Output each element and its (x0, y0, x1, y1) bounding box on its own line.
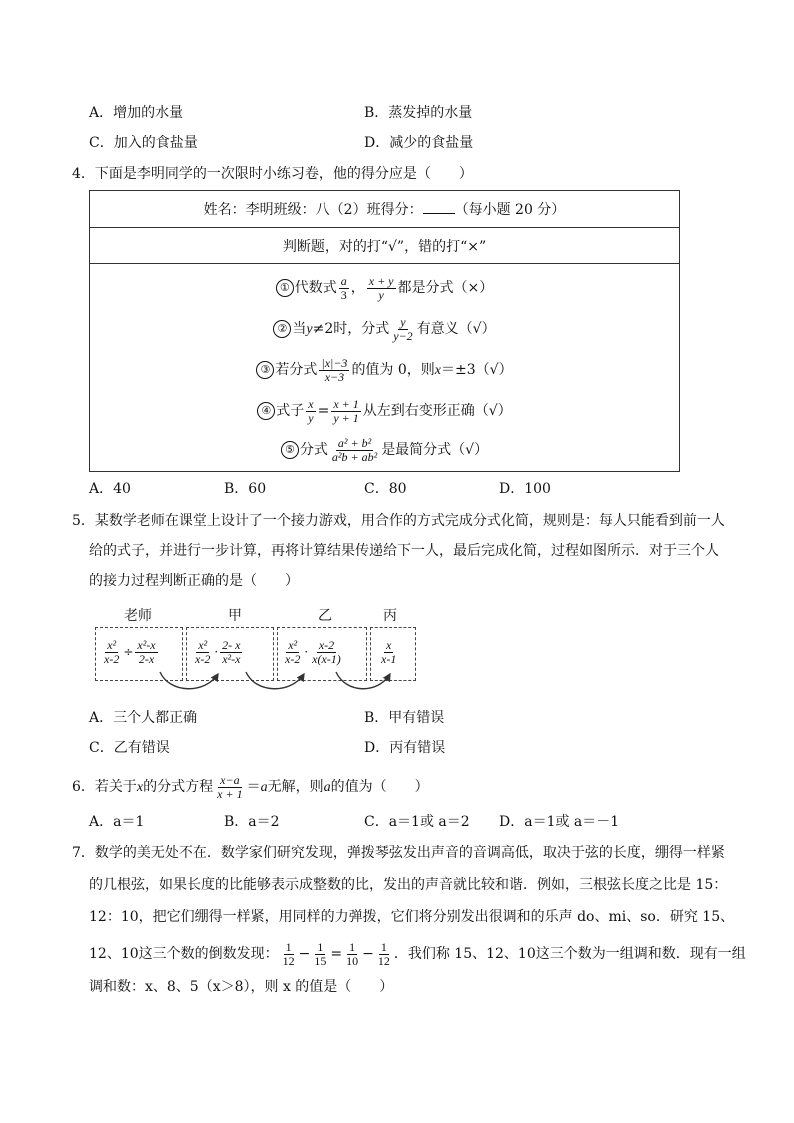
quiz-header-prefix: 姓名：李明班级：八（2）班得分： (203, 202, 423, 218)
item-5-number: ⑤ (281, 441, 299, 459)
q7-line-4-prefix: 12、10这三个数的倒数发现： (89, 946, 279, 962)
q6-equals: ＝ (246, 779, 261, 795)
item-2-middle: ≠2时，分式 (312, 321, 390, 337)
arrow-jia-to-yi (246, 672, 304, 689)
q3-option-d: D．减少的食盐量 (364, 135, 474, 151)
label-jia: 甲 (228, 608, 242, 624)
item-4-number: ④ (257, 402, 275, 420)
q4-option-b: B．60 (224, 481, 267, 497)
expr-jia: $\frac{\text{x²}}{x-2}$ · $\frac{2- x}{\text{x²-x}}$ (195, 638, 241, 666)
expr-yi: $\frac{\text{x²}}{x-2}$ · $\frac{x-2}{x(x-1)}$ (285, 638, 341, 666)
q6-middle: 的分式方程 (143, 779, 214, 795)
expr-bing: $\frac{x}{x-1}$ (381, 638, 397, 666)
item-5-prefix: 分式 (299, 442, 328, 458)
item-3-number: ③ (256, 361, 274, 379)
item-3-prefix: 若分式 (275, 362, 318, 378)
q7-line-1: 7．数学的美无处不在．数学家们研究发现，弹拨琴弦发出声音的音调高低，取决于弦的长度，绷得一样紧 (72, 845, 725, 861)
q5-line-2: 给的式子，并进行一步计算，再将计算结果传递给下一人，最后完成化简，过程如图所示．对于三个人 (89, 543, 719, 559)
item-2-suffix: 有意义（√） (416, 321, 496, 337)
item-2-prefix: 当 (292, 321, 307, 337)
q3-option-b: B．蒸发掉的水量 (364, 105, 473, 121)
q4-stem: 4．下面是李明同学的一次限时小练习卷，他的得分应是（ ） (72, 166, 473, 182)
item-4-prefix: 式子 (276, 403, 305, 419)
q4-option-c: C．80 (364, 481, 407, 497)
quiz-header (90, 199, 679, 219)
q7-line-4-suffix: ．我们称 15、12、10这三个数为一组调和数．现有一组 (393, 946, 746, 962)
q6-after-equation: 无解，则 (267, 779, 324, 795)
item-1-suffix: 都是分式（×） (397, 280, 494, 296)
q5-line-1: 5．某数学老师在课堂上设计了一个接力游戏，用合作的方式完成分式化简，规则是：每人只能看到前一人 (72, 513, 725, 529)
quiz-item-5: ⑤ 分式 $\frac{\text{a² + b²}}{\text{a²b + ab²}}$ 是最简分式（√） (90, 433, 679, 467)
q6-prefix: 6．若关于 (72, 779, 137, 795)
q5-option-d: D．丙有错误 (364, 740, 446, 756)
quiz-instruction: 判断题，对的打“√”，错的打“×” (282, 239, 487, 255)
q6-option-d: D．a＝1或 a＝－1 (499, 814, 620, 830)
item-4-suffix: 从左到右变形正确（√） (362, 403, 512, 419)
item-2-number: ② (273, 320, 291, 338)
quiz-sheet-table (89, 190, 680, 472)
item-3-middle: 的值为 0，则 (351, 362, 435, 378)
q5-option-c: C．乙有错误 (89, 740, 170, 756)
q6-option-c: C．a＝1或 a＝2 (364, 814, 470, 830)
q3-option-a: A．增加的水量 (89, 105, 184, 121)
arrow-teacher-to-jia (160, 672, 218, 689)
quiz-item-3: ③ 若分式 $\frac{|x|-3}{x-3}$ 的值为 0，则x＝±3（√） (90, 353, 679, 387)
q3-option-c: C．加入的食盐量 (89, 135, 198, 151)
label-bing: 丙 (383, 608, 397, 624)
q5-option-a: A．三个人都正确 (89, 710, 198, 726)
quiz-header-suffix: （每小题 20 分） (454, 202, 566, 218)
item-5-suffix: 是最简分式（√） (381, 442, 489, 458)
item-1-prefix: 代数式 (294, 280, 337, 296)
q6-stem: 6．若关于x的分式方程 $\frac{x-a}{x + 1}$ ＝a无解，则a的值为（ ） (72, 772, 429, 801)
quiz-item-4: ④ 式子 $\frac{x}{y}$ = $\frac{x + 1}{y + 1}$ 从左到右变形正确（√） (90, 394, 679, 428)
score-blank (423, 199, 455, 214)
q7-line-5: 调和数：x、8、5（x＞8），则 x 的值是（ ） (89, 979, 394, 995)
q4-option-d: D．100 (499, 481, 551, 497)
q7-line-2: 的几根弦，如果长度的比能够表示成整数的比，发出的声音就比较和谐．例如，三根弦长度之比是 15： (89, 877, 728, 893)
label-yi: 乙 (318, 608, 332, 624)
q6-option-b: B．a＝2 (224, 814, 280, 830)
quiz-item-1: ① 代数式 $\frac{a}{3}$ ， $\frac{x + y}{y}$ 都是分式（×） (90, 271, 679, 305)
q6-option-a: A．a＝1 (89, 814, 145, 830)
item-1-number: ① (276, 279, 294, 297)
expr-teacher: $\frac{\text{x²}}{x-2}$ ÷ $\frac{\text{x²-x}}{2-x}$ (104, 638, 156, 666)
item-3-suffix: ＝±3（√） (441, 362, 513, 378)
q5-option-b: B．甲有错误 (364, 710, 445, 726)
q4-option-a: A．40 (89, 481, 131, 497)
relay-arrows (90, 660, 420, 696)
arrow-yi-to-bing (336, 672, 390, 689)
q5-line-3: 的接力过程判断正确的是（ ） (89, 573, 299, 589)
label-teacher: 老师 (124, 608, 152, 624)
quiz-item-2: ② 当y≠2时，分式 $\frac{y}{y-2}$ 有意义（√） (90, 312, 679, 346)
q7-line-3: 12：10，把它们绷得一样紧，用同样的力弹拨，它们将分别发出很调和的乐声 do、mi、so．研究 15、 (89, 909, 735, 925)
q6-suffix: 的值为（ ） (330, 779, 429, 795)
q7-line-4: 12、10这三个数的倒数发现： $\frac{1}{12}$ − $\frac{1}{15}$ = $\frac{1}{10}$ − $\frac{1}{12}$ ．我们称 15、12、10这三个数为一组调和数．现有一组 (89, 939, 746, 968)
